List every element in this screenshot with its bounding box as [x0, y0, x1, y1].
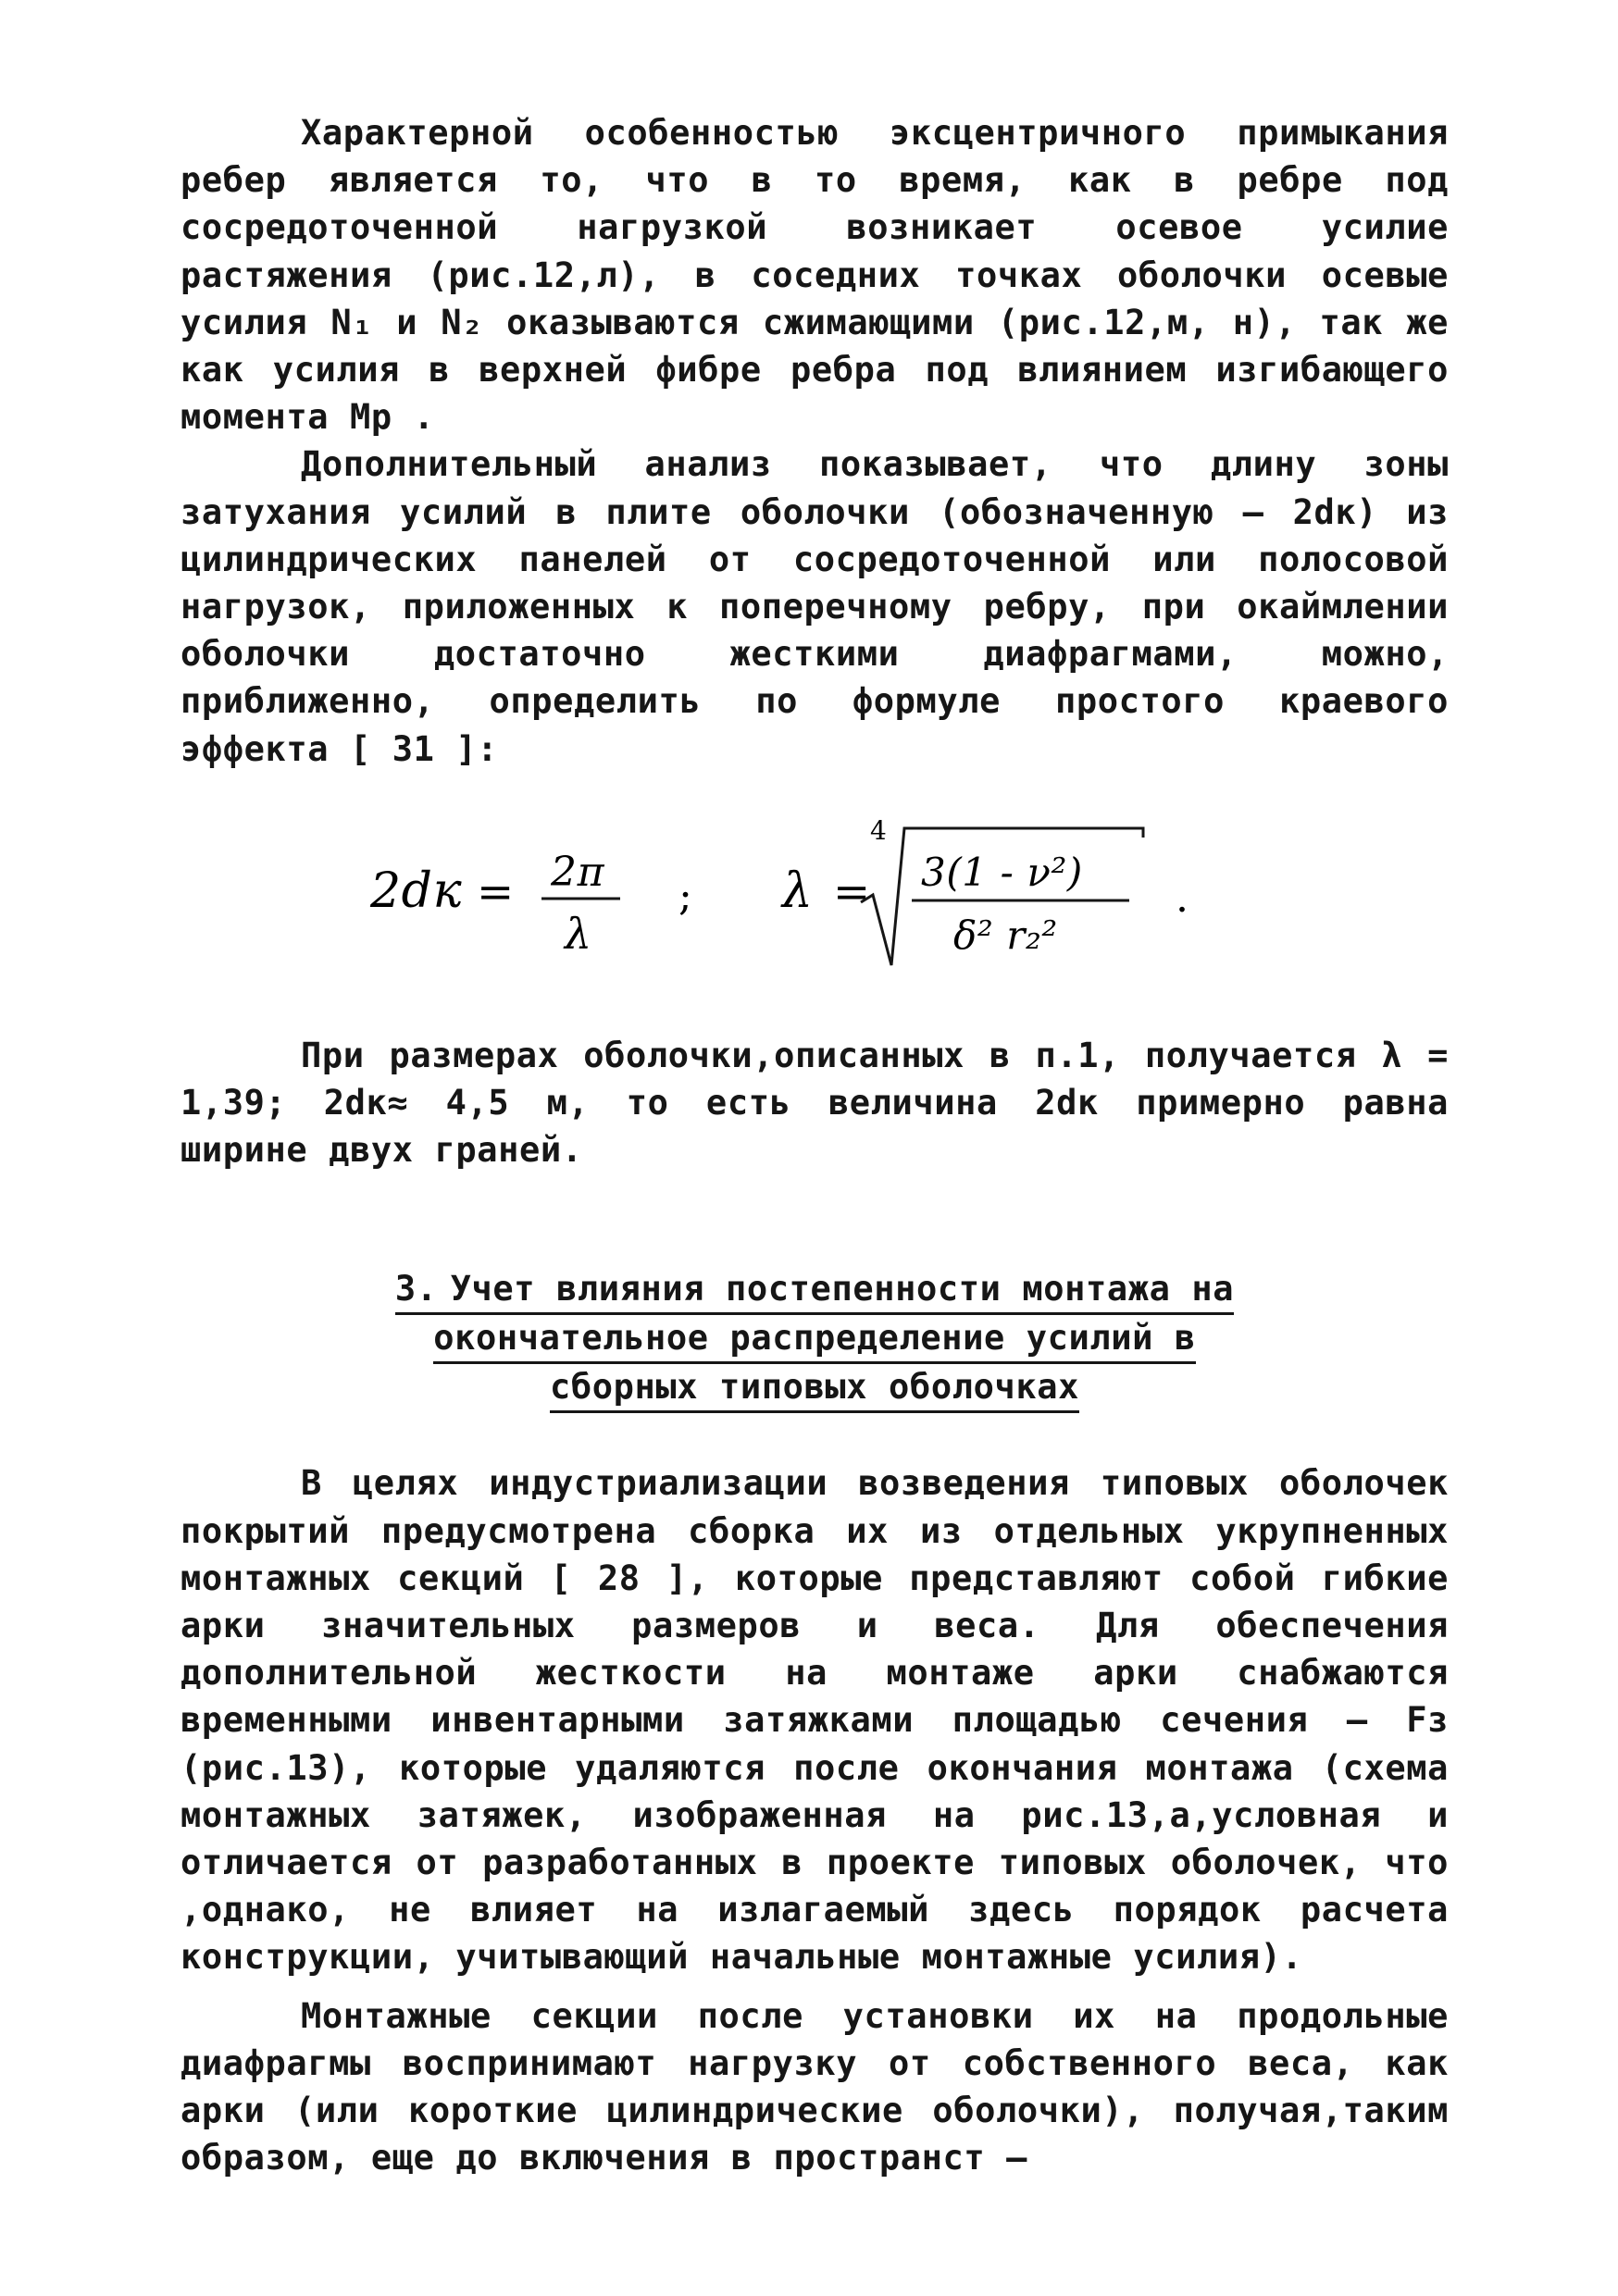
paragraph-industrialization: В целях индустриализации возведения типовых оболочек покрытий предусмотрена сборка их из отдельных укрупненных монтажных секций [ 28 ], которые представляют собой гибкие арки значительных размеров и веса. Для обеспечения дополнительной жесткости на монтаже арки снабжаются временными инвентарными затяжками площадью сечения – Fз (рис.13), которые удаляются после окончания монтажа (схема монтажных затяжек, изображенная на рис.13,а,условная и отличается от разработанных в проекте типовых оболочек, что ,однако, не влияет на излагаемый здесь порядок расчета конструкции, учитывающий начальные монтажные усилия). [180, 1463, 1449, 1978]
heading-line-3: сборных типовых оболочках [550, 1364, 1079, 1413]
formula-root-index: 4 [870, 814, 888, 846]
formula-left-eq: = [477, 865, 515, 918]
heading-line-1 [395, 1266, 1234, 1315]
formula-left-numerator: 2π [551, 848, 605, 896]
heading-number: 3. [394, 1269, 438, 1309]
formula-right-denominator: δ² r₂² [953, 912, 1058, 958]
formula-svg [180, 810, 1449, 995]
formula-edge-effect [180, 810, 1449, 995]
formula-right-lhs: λ [782, 863, 814, 919]
paragraph-damping-zone: Дополнительный анализ показывает, что длину зоны затухания усилий в плите оболочки (обозначенную – 2dк) из цилиндрических панелей от сосредоточенной или полосовой нагрузок, приложенных к поперечному ребру, при окаймлении оболочки достаточно жесткими диафрагмами, можно, приближенно, определить по формуле простого краевого эффекта [ 31 ]: [180, 444, 1449, 769]
paragraph-eccentric-ribs: Характерной особенностью эксцентричного примыкания ребер является то, что в то время, как в ребре под сосредоточенной нагрузкой возникает осевое усилие растяжения (рис.12,л), в соседних точках оболочки осевые усилия N₁ и N₂ оказываются сжимающими (рис.12,м, н), так же как усилия в верхней фибре ребра под влиянием изгибающего момента Mр . [180, 113, 1449, 438]
section-heading-3 [180, 1266, 1449, 1413]
formula-separator: ; [678, 872, 693, 920]
document-page [180, 109, 1449, 2182]
formula-right-eq: = [833, 865, 871, 918]
heading-line-2: окончательное распределение усилий в [433, 1315, 1196, 1364]
formula-left-denominator: λ [565, 908, 592, 959]
paragraph-dimensions: При размерах оболочки,описанных в п.1, получается λ = 1,39; 2dк≈ 4,5 м, то есть величина 2dк примерно равна ширине двух граней. [180, 1035, 1449, 1171]
formula-end-dot: . [1176, 874, 1189, 922]
paragraph-mounting-sections: Монтажные секции после установки их на продольные диафрагмы воспринимают нагрузку от собственного веса, как арки (или короткие цилиндрические оболочки), получая,таким образом, еще до включения в пространст – [180, 1995, 1449, 2178]
formula-left-lhs: 2dк [370, 863, 463, 919]
formula-right-numerator: 3(1 - ν²) [921, 849, 1083, 895]
heading-line-1-text: Учет влияния постепенности монтажа на [450, 1269, 1235, 1309]
